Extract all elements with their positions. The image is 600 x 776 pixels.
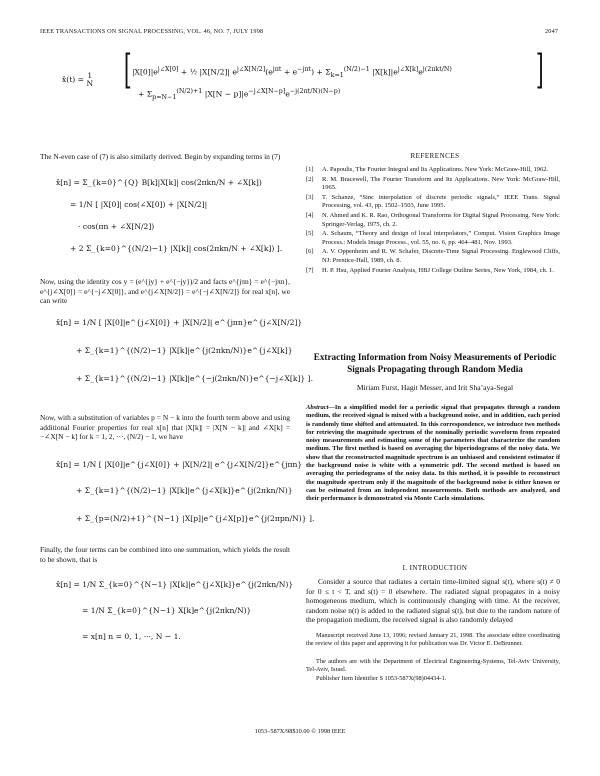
footnote-pii: Publisher Item Identifier S 1053-587X(98)04434-1. [316, 675, 447, 682]
reference-item: [7] H. P. Hsu, Applied Fourier Analysis, HBJ College Outline Series, New York, 1984, ch. 1. [306, 266, 554, 274]
eq-c-line: x̂[n] = 1/N [ |X[0]|e^{j∠X[0]} + |X[N/2]| e^{j∠X[N/2]}e^{jπn} [56, 460, 303, 469]
running-header: IEEE TRANSACTIONS ON SIGNAL PROCESSING, VOL. 46, NO. 7, JULY 1998 [40, 28, 264, 35]
abstract-text: In a simplified model for a periodic signal that propagates through a random medium, the received signal is mixed with a background noise, and in addition, each period is randomly time shifted and attenuated. In this correspondence, we introduce two methods for retrieving the magnitude spectrum of the nominally periodic waveform from repeated noisy measurements and estimating some of the parameters that characterize the random medium. The first method is based on averaging the biperiodograms of the noisy data. We show that the reconstructed magnitude spectrum is an unbiased and consistent estimator if the background noise is white with a symmetric pdf. The second method is based on averaging the periodograms of the noisy data. In this method, it is possible to reconstruct the magnitude spectrum only if the magnitude of the background noise is either known or can be estimated from an independent measurements. Both methods are analyzed, and their performance is demonstrated via Monte Carlo simulations. [306, 404, 560, 503]
footnote-manuscript: Manuscript received June 13, 1996; revised January 21, 1998. The associate editor coordinating the review of this paper and approving it for publication was Dr. Victor E. DeBrunner. [306, 632, 560, 648]
paragraph-finally: Finally, the four terms can be combined into one summation, which yields the result to be shown, that is [40, 545, 290, 564]
abstract-label: Abstract— [306, 404, 335, 411]
eq-a-line: x̂[n] = Σ_{k=0}^{Q} B[k]|X[k]| cos(2πkn/N + ∠X[k]) [56, 178, 262, 187]
reference-item: [2] R. M. Bracewell, The Fourier Transform and Its Applications. New York: McGraw-Hill, 1965. [306, 175, 560, 192]
footnote-affiliation: The authors are with the Department of Electrical Engineering-Systems, Tel-Aviv University, Tel-Aviv, Israel. [306, 658, 560, 674]
paragraph-identity: Now, using the identity cos y = (e^{jy} + e^{−jy})/2 and facts e^{jπn} = e^{−jπn}, e^{j∠X[0]} = e^{−j∠X[0]}, and e^{j∠X[N/2]} = e^{−j∠X[N/2]} for real x[n], we can write [40, 277, 290, 306]
references-list [306, 166, 560, 276]
eq-b-line: + Σ_{k=1}^{(N/2)−1} |X[k]|e^{−j(2πkn/N)}e^{−j∠X[k]} ]. [76, 374, 314, 383]
eq-d-line: = 1/N Σ_{k=0}^{N−1} X[k]e^{j(2πkn/N)} [82, 606, 252, 615]
eq-c-line: + Σ_{k=1}^{(N/2)−1} |X[k]|e^{j∠X[k]}e^{j(2πkn/N)} [76, 486, 293, 495]
copyright-footer: 1053–587X/98$10.00 © 1998 IEEE [254, 728, 346, 735]
paragraph-substitution: Now, with a substitution of variables p = N − k into the fourth term above and using additional Fourier properties for real x[n] that |X[k]| = |X[N − k]| and ∠X[k] = −∠X[N − k] for k = 1, 2, ···, (N/2) − 1, we have [40, 413, 290, 442]
reference-item: [1] A. Papoulis, The Fourier Integral and Its Applications. New York: McGraw-Hill, 1962. [306, 166, 549, 173]
eq-a-line: + 2 Σ_{k=0}^{(N/2)−1} |X[k]| cos(2πkn/N + ∠X[k]) ]. [70, 244, 283, 253]
reference-item: [3] T. Schanze, “Sinc interpolation of discrete periodic signals,” IEEE Trans. Signal Processing, vol. 43, pp. 1502–1503, June 1995. [306, 193, 560, 210]
reference-item: [6] A. V. Oppenheim and R. W. Schafer, Discrete-Time Signal Processing. Englewood Cliffs, NJ: Prentice-Hall, 1989, ch. 8. [306, 248, 560, 264]
article-title: Extracting Information from Noisy Measurements of Periodic Signals Propagating through Random Media [313, 352, 557, 374]
equation-block-c [56, 460, 315, 542]
eq-b-line: + Σ_{k=1}^{(N/2)−1} |X[k]|e^{j(2πkn/N)}e^{j∠X[k]} [76, 346, 293, 355]
equation-block-b [56, 318, 314, 402]
reference-item: [5] A. Schaum, “Theory and design of local interpolators,” Comput. Vision Graphics Image Process.: Models Image Process., vol. 55, no. 6, pp. 464–481, Nov. 1993. [306, 230, 560, 246]
abstract [306, 404, 560, 504]
eq-d-line: x̂[n] = 1/N Σ_{k=0}^{N−1} |X[k]|e^{j∠X[k]}e^{j(2πkn/N)} [56, 580, 294, 589]
reference-item: [4] N. Ahmed and K. R. Rao, Orthogonal Transforms for Digital Signal Processing. New York: Springer-Verlag, 1975, ch. 2. [306, 211, 560, 228]
equation-block-a [56, 178, 296, 266]
article-authors: Miriam Furst, Hagit Messer, and Irit Sha’aya-Segal [356, 383, 514, 392]
eq-a-line: = 1/N [ |X[0]| cos(∠X[0]) + |X[N/2]| [70, 200, 208, 209]
section-heading: I. INTRODUCTION [402, 564, 468, 572]
references-heading: REFERENCES [410, 152, 460, 160]
eq-b-line: x̂[n] = 1/N [ |X[0]|e^{j∠X[0]} + |X[N/2]| e^{jπn}e^{j∠X[N/2]} [56, 318, 303, 327]
paragraph-n-even: The N-even case of (7) is also similarly derived. Begin by expanding terms in (7) [40, 152, 281, 161]
page-number: 2047 [545, 28, 559, 35]
eq-a-line: · cos(πn + ∠X[N/2]) [78, 222, 155, 231]
eq-d-line: = x[n] n = 0, 1, ···, N − 1. [82, 632, 181, 641]
eq-c-line: + Σ_{p=(N/2)+1}^{N−1} |X[p]|e^{j∠X[p]}e^{j(2πpn/N)} ]. [76, 514, 315, 523]
equation-block-d [56, 580, 296, 652]
intro-paragraph: Consider a source that radiates a certain time-limited signal s(t), where s(t) ≠ 0 for 0 ≤ t < T, and s(t) = 0 elsewhere. The radiated signal propagates in a noisy homogeneous medium, which is continuously changing with time. At the receiver, random noise n(t) is added to the radiated signal s(t), but due to the random nature of the propagation medium, the received signal is also randomly delayed [306, 577, 560, 625]
